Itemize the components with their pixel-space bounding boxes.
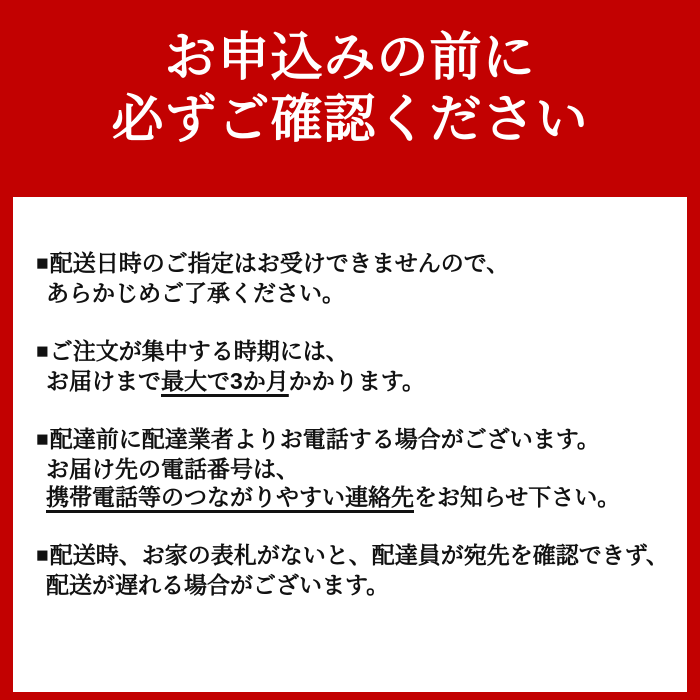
notice-text: 配送が遅れる場合がございます。 [46, 572, 390, 598]
notice-item [36, 541, 669, 599]
notice-line [36, 249, 665, 279]
notice-line [36, 425, 665, 455]
notice-text: 配達前に配達業者よりお電話する場合がございます。 [49, 426, 600, 452]
notice-line [46, 367, 665, 395]
notice-text: ご注文が集中する時期には、 [49, 338, 349, 364]
page-header [0, 0, 700, 197]
bullet-square-icon: ■ [36, 428, 49, 451]
notice-item [36, 337, 665, 395]
notice-item [36, 249, 665, 307]
notice-list [36, 249, 669, 599]
notice-line [46, 279, 665, 307]
notice-text: 配送時、お家の表札がないと、配達員が宛先を確認できず、 [49, 542, 669, 568]
notice-text: お届けまで [46, 368, 161, 394]
notice-text: あらかじめご了承ください。 [46, 280, 345, 306]
bullet-square-icon: ■ [36, 340, 49, 363]
header-title-line-2: 必ずご確認ください [111, 91, 589, 149]
bullet-square-icon: ■ [36, 544, 49, 567]
notice-panel [13, 197, 687, 692]
notice-line [46, 571, 665, 599]
notice-text-underlined: 携帯電話等のつながりやすい連絡先 [46, 484, 414, 510]
notice-text: お届け先の電話番号は、 [46, 456, 299, 482]
notice-item [36, 425, 665, 511]
notice-line [36, 541, 669, 571]
notice-line [36, 337, 665, 367]
notice-line [46, 455, 665, 483]
notice-text: をお知らせ下さい。 [414, 484, 621, 510]
header-title-line-1: お申込みの前に [164, 29, 536, 87]
notice-text: かかります。 [288, 368, 425, 394]
notice-text-underlined: 最大で3か月 [161, 368, 289, 394]
notice-line [46, 483, 665, 511]
notice-text: 配送日時のご指定はお受けできませんので、 [49, 250, 510, 276]
bullet-square-icon: ■ [36, 252, 49, 275]
